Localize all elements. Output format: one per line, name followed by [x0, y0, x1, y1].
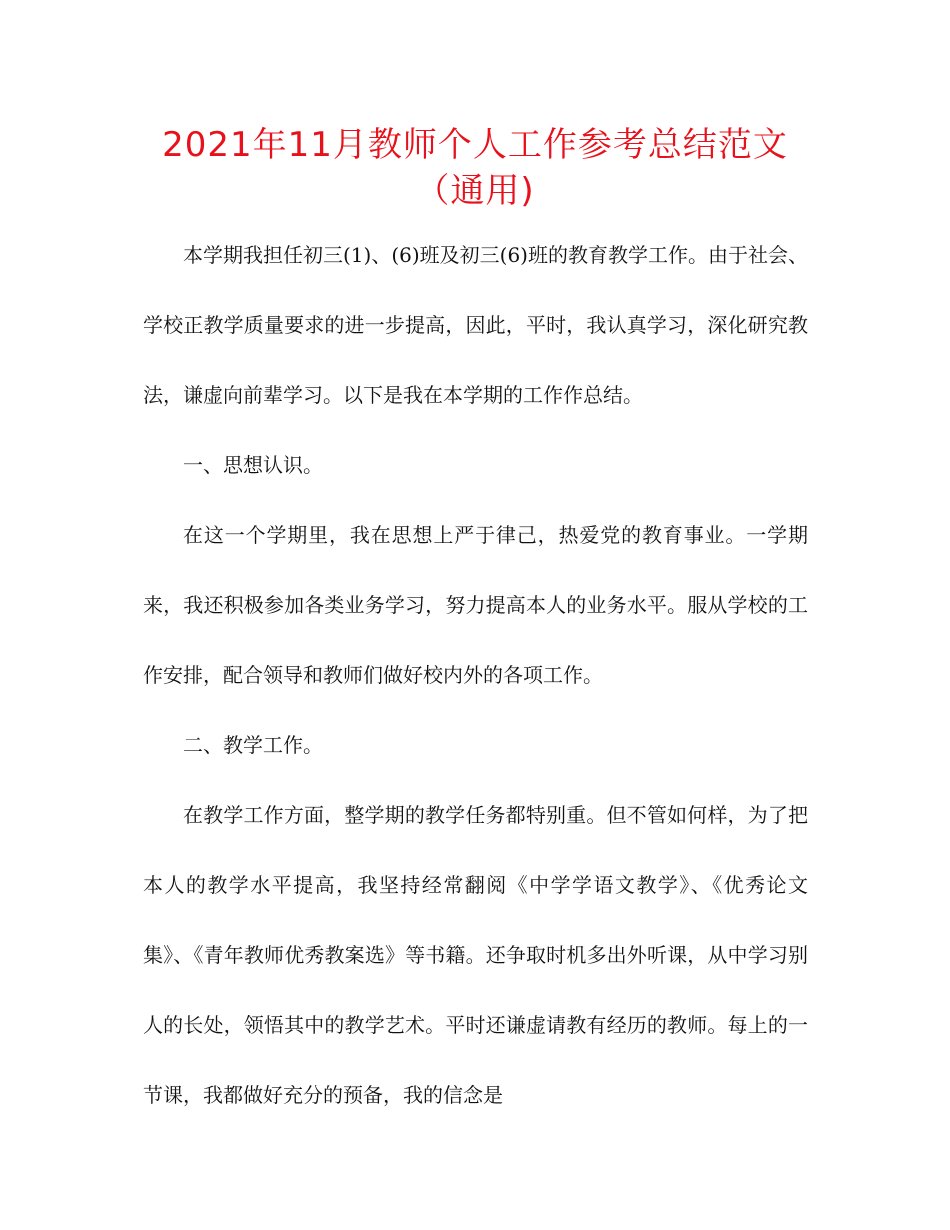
document-body: [143, 220, 808, 1130]
section-heading-thought: 一、思想认识。: [183, 453, 323, 477]
paragraph-teaching: 在教学工作方面，整学期的教学任务都特别重。但不管如何样，为了把本人的教学水平提高，我坚持经常翻阅《中学学语文教学》、《优秀论文集》、《青年教师优秀教案选》等书籍。还争取时机多出外听课，从中学习别人的长处，领悟其中的教学艺术。平时还谦虚请教有经历的教师。每上的一节课，我都做好充分的预备，我的信念是: [143, 803, 808, 1107]
paragraph-intro: 本学期我担任初三(1)、(6)班及初三(6)班的教育教学工作。由于社会、学校正教学质量要求的进一步提高，因此，平时，我认真学习，深化研究教法，谦虚向前辈学习。以下是我在本学期的工作作总结。: [143, 243, 808, 407]
document-title: 2021年11月教师个人工作参考总结范文（通用): [162, 125, 788, 211]
section-heading-teaching: 二、教学工作。: [183, 733, 323, 757]
paragraph-thought: 在这一个学期里，我在思想上严于律己，热爱党的教育事业。一学期来，我还积极参加各类业务学习，努力提高本人的业务水平。服从学校的工作安排，配合领导和教师们做好校内外的各项工作。: [143, 523, 808, 687]
